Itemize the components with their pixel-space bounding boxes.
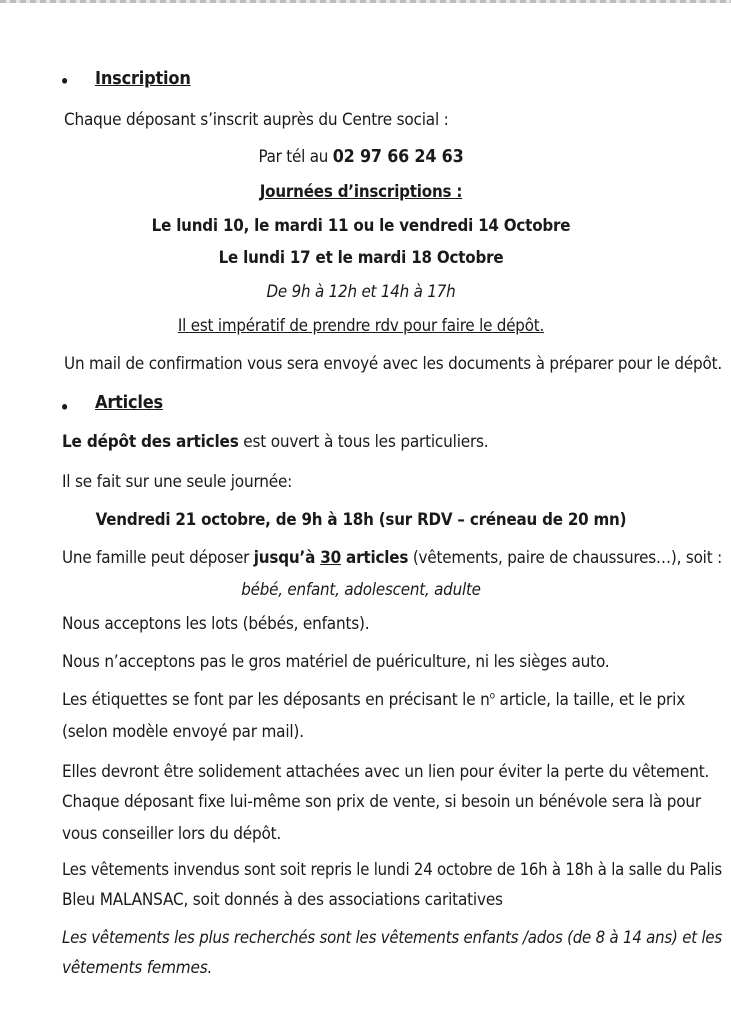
phone-line xyxy=(0,146,722,167)
heading-articles: Articles xyxy=(95,392,163,413)
attach-line-1: Elles devront être solidement attachées avec un lien pour éviter la perte du vêtement. xyxy=(62,762,710,782)
rdv-line: Il est impératif de prendre rdv pour faire le dépôt. xyxy=(177,316,545,336)
attach-line-2: Chaque déposant fixe lui-même son prix de vente, si besoin un bénévole sera là pour xyxy=(62,792,701,812)
single-day-line: Il se fait sur une seule journée: xyxy=(62,472,293,492)
labels-line-2: (selon modèle envoyé par mail). xyxy=(62,722,304,742)
sought-line-1: Les vêtements les plus recherchés sont les vêtements enfants /ados (de 8 à 14 ans) et les xyxy=(62,928,722,948)
family-line xyxy=(62,548,722,568)
labels-post: article, la taille, et le prix xyxy=(494,690,686,710)
phone-prefix: Par tél au xyxy=(258,147,333,167)
lots-line: Nous acceptons les lots (bébés, enfants). xyxy=(62,614,370,634)
depot-bold: Le dépôt des articles xyxy=(62,432,239,452)
labels-line-1 xyxy=(62,690,685,710)
family-bold-1: jusqu’à xyxy=(253,548,321,568)
bullet-inscription: • xyxy=(60,72,70,91)
depot-line xyxy=(62,432,488,452)
family-pre: Une famille peut déposer xyxy=(62,548,254,568)
phone-number: 02 97 66 24 63 xyxy=(332,146,464,167)
scan-edge-line xyxy=(0,0,731,3)
unsold-line-1: Les vêtements invendus sont soit repris le lundi 24 octobre de 16h à 18h à la salle du Palis xyxy=(62,860,722,880)
depot-rest: est ouvert à tous les particuliers. xyxy=(238,432,489,452)
family-rest: (vêtements, paire de chaussures…), soit : xyxy=(408,548,722,568)
labels-sup: o xyxy=(489,690,495,702)
intro-text: Chaque déposant s’inscrit auprès du Centre social : xyxy=(64,110,449,130)
ages-line: bébé, enfant, adolescent, adulte xyxy=(241,580,481,600)
unsold-line-2: Bleu MALANSAC, soit donnés à des associations caritatives xyxy=(62,890,503,910)
dates-line-1: Le lundi 10, le mardi 11 ou le vendredi 14 Octobre xyxy=(151,216,571,236)
no-material-line: Nous n’acceptons pas le gros matériel de puériculture, ni les sièges auto. xyxy=(62,652,610,672)
mail-line: Un mail de confirmation vous sera envoyé avec les documents à préparer pour le dépôt. xyxy=(64,354,722,374)
dates-line-2: Le lundi 17 et le mardi 18 Octobre xyxy=(218,248,504,268)
sought-line-2: vêtements femmes. xyxy=(62,958,213,978)
hours-line: De 9h à 12h et 14h à 17h xyxy=(266,282,456,302)
heading-inscription: Inscription xyxy=(95,68,191,89)
bullet-articles: • xyxy=(60,398,70,417)
family-bold-2: articles xyxy=(340,548,409,568)
family-number: 30 xyxy=(320,548,341,568)
attach-line-3: vous conseiller lors du dépôt. xyxy=(62,824,282,844)
date-line: Vendredi 21 octobre, de 9h à 18h (sur RDV – créneau de 20 mn) xyxy=(95,510,627,530)
labels-pre: Les étiquettes se font par les déposants en précisant le n xyxy=(62,690,490,710)
days-heading: Journées d’inscriptions : xyxy=(259,182,463,202)
